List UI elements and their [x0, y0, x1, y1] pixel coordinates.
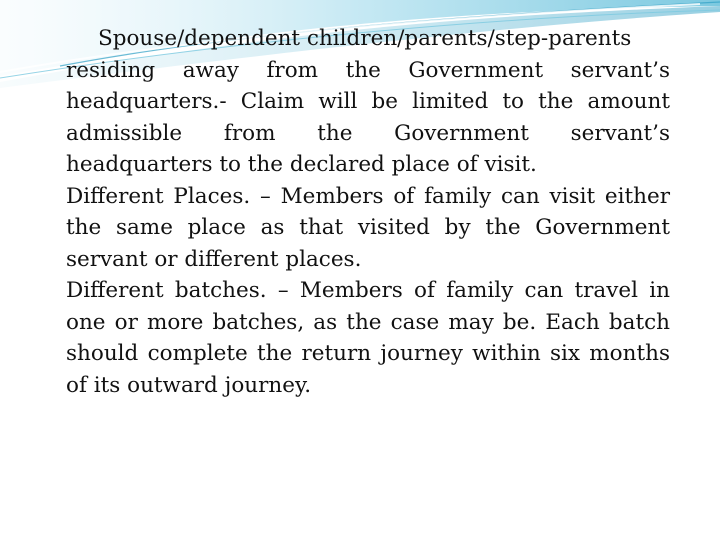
paragraph-different-places-text: Different Places. – Members of family can visit either the same place as that visited by the Government servant or different places.	[66, 183, 670, 272]
paragraph-spouse-body: residing away from the Government servant’s headquarters.- Claim will be limited to the amount admissible from the Government servant’s headquarters to the declared place of visit.	[66, 57, 670, 177]
paragraph-spouse	[66, 23, 670, 181]
paragraph-different-batches-text: Different batches. – Members of family can travel in one or more batches, as the case may be. Each batch should complete the return journey within six months of its outward journey.	[66, 278, 670, 398]
paragraph-spouse-first-line: Spouse/dependent children/parents/step-parents	[98, 26, 632, 51]
text-body	[66, 23, 670, 401]
paragraph-different-places	[66, 181, 670, 276]
paragraph-different-batches	[66, 275, 670, 401]
